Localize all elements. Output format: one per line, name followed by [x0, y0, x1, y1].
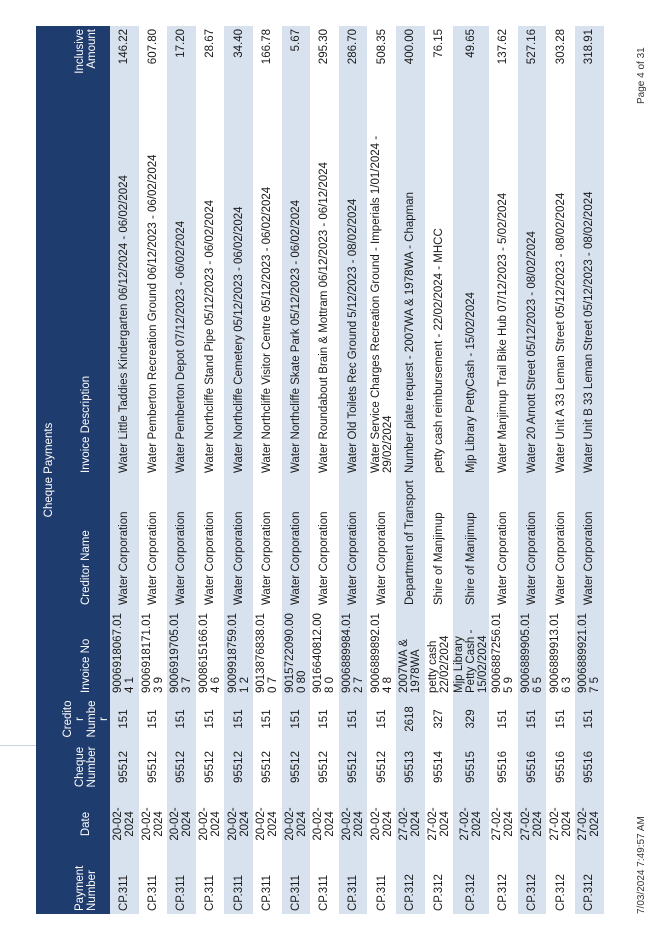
- invoice-description-cell: Water Old Toilets Rec Ground 5/12/2023 - 08/02/2024: [339, 84, 368, 476]
- inclusive-amount-cell: 318.91: [575, 26, 604, 84]
- date-cell: 20-02-2024: [253, 792, 282, 856]
- inclusive-amount-cell: 303.28: [546, 26, 575, 84]
- creditor-number-cell: 327: [425, 696, 454, 742]
- invoice-no-cell: 9006919705.013 7: [167, 608, 196, 696]
- table-row: [489, 26, 518, 914]
- cheque-number-cell: 95516: [546, 742, 575, 792]
- payment-number-cell: CP.311: [367, 856, 396, 914]
- creditor-name-cell: Water Corporation: [489, 476, 518, 608]
- table-row: [546, 26, 575, 914]
- creditor-name-cell: Water Corporation: [339, 476, 368, 608]
- date-cell: 27-02-2024: [396, 792, 425, 856]
- table-row: [575, 26, 604, 914]
- invoice-no-cell: 9006918067.014 1: [110, 608, 139, 696]
- creditor-number-cell: 151: [253, 696, 282, 742]
- column-headers: [62, 26, 110, 914]
- cheque-number-cell: 95512: [253, 742, 282, 792]
- col-invoice-no: Invoice No: [62, 608, 110, 696]
- page-number: Page 4 of 31: [636, 47, 647, 104]
- invoice-no-cell: 9006918171.013 9: [139, 608, 168, 696]
- invoice-no-cell: 9006889892.014 8: [367, 608, 396, 696]
- date-cell: 20-02-2024: [310, 792, 339, 856]
- creditor-name-cell: Water Corporation: [310, 476, 339, 608]
- payment-number-cell: CP.312: [546, 856, 575, 914]
- payment-number-cell: CP.311: [253, 856, 282, 914]
- inclusive-amount-cell: 295.30: [310, 26, 339, 84]
- table-row: [339, 26, 368, 914]
- scan-divider: [0, 745, 36, 746]
- table-row: [396, 26, 425, 914]
- cheque-number-cell: 95516: [575, 742, 604, 792]
- creditor-number-cell: 2618: [396, 696, 425, 742]
- creditor-number-cell: 151: [110, 696, 139, 742]
- creditor-name-cell: Water Corporation: [253, 476, 282, 608]
- cheque-number-cell: 95516: [489, 742, 518, 792]
- invoice-no-cell: 9006889913.016 3: [546, 608, 575, 696]
- invoice-no-cell: 9006889984.012 7: [339, 608, 368, 696]
- invoice-description-cell: Water Manjimup Trail Bike Hub 07/12/2023 - 5/02/2024: [489, 84, 518, 476]
- creditor-name-cell: Water Corporation: [139, 476, 168, 608]
- report-title: Cheque Payments: [36, 26, 62, 914]
- col-payment-number: Payment Number: [62, 856, 110, 914]
- table-row: [282, 26, 311, 914]
- creditor-name-cell: Water Corporation: [367, 476, 396, 608]
- date-cell: 20-02-2024: [282, 792, 311, 856]
- date-cell: 27-02-2024: [425, 792, 454, 856]
- inclusive-amount-cell: 166.78: [253, 26, 282, 84]
- inclusive-amount-cell: 400.00: [396, 26, 425, 84]
- invoice-description-cell: Water Service Charges Recreation Ground - Imperials 1/01/2024 - 29/02/2024: [367, 84, 396, 476]
- creditor-name-cell: Shire of Manjimup: [425, 476, 454, 608]
- payment-number-cell: CP.312: [425, 856, 454, 914]
- printed-timestamp: 7/03/2024 7:49:57 AM: [636, 816, 647, 914]
- invoice-description-cell: Water 20 Arnott Street 05/12/2023 - 08/02/2024: [518, 84, 547, 476]
- invoice-no-cell: 9008615166.014 6: [196, 608, 225, 696]
- invoice-no-cell: 2007WA & 1978WA: [396, 608, 425, 696]
- table-row: [518, 26, 547, 914]
- inclusive-amount-cell: 527.16: [518, 26, 547, 84]
- date-cell: 27-02-2024: [489, 792, 518, 856]
- inclusive-amount-cell: 508.35: [367, 26, 396, 84]
- cheque-number-cell: 95516: [518, 742, 547, 792]
- cheque-number-cell: 95512: [367, 742, 396, 792]
- col-invoice-description: Invoice Description: [62, 84, 110, 476]
- payment-number-cell: CP.311: [110, 856, 139, 914]
- table-row: [139, 26, 168, 914]
- invoice-description-cell: Water Little Taddies Kindergarten 06/12/2024 - 06/02/2024: [110, 84, 139, 476]
- table-row: [110, 26, 139, 914]
- cheque-number-cell: 95512: [110, 742, 139, 792]
- payment-number-cell: CP.311: [339, 856, 368, 914]
- payment-number-cell: CP.311: [139, 856, 168, 914]
- creditor-number-cell: 151: [489, 696, 518, 742]
- invoice-description-cell: Water Pemberton Depot 07/12/2023 - 06/02/2024: [167, 84, 196, 476]
- cheque-number-cell: 95512: [167, 742, 196, 792]
- creditor-number-cell: 151: [196, 696, 225, 742]
- invoice-no-cell: 9015722090.000 80: [282, 608, 311, 696]
- payment-number-cell: CP.312: [489, 856, 518, 914]
- creditor-number-cell: 151: [367, 696, 396, 742]
- col-inclusive-amount: Inclusive Amount: [62, 26, 110, 84]
- invoice-description-cell: Water Northcliffe Visitor Centre 05/12/2023 - 06/02/2024: [253, 84, 282, 476]
- date-cell: 20-02-2024: [196, 792, 225, 856]
- col-date: Date: [62, 792, 110, 856]
- cheque-number-cell: 95515: [453, 742, 489, 792]
- invoice-description-cell: Water Northcliffe Stand Pipe 05/12/2023 - 06/02/2024: [196, 84, 225, 476]
- payment-number-cell: CP.312: [453, 856, 489, 914]
- creditor-number-cell: 151: [546, 696, 575, 742]
- inclusive-amount-cell: 76.15: [425, 26, 454, 84]
- inclusive-amount-cell: 28.67: [196, 26, 225, 84]
- table-row: [310, 26, 339, 914]
- col-cheque-number: Cheque Number: [62, 742, 110, 792]
- payment-number-cell: CP.311: [310, 856, 339, 914]
- invoice-description-cell: Water Unit B 33 Leman Street 05/12/2023 - 08/02/2024: [575, 84, 604, 476]
- creditor-number-cell: 151: [282, 696, 311, 742]
- table-row: [367, 26, 396, 914]
- payment-number-cell: CP.312: [396, 856, 425, 914]
- invoice-description-cell: Water Northcliffe Cemetery 05/12/2023 - 06/02/2024: [224, 84, 253, 476]
- cheque-number-cell: 95512: [139, 742, 168, 792]
- inclusive-amount-cell: 286.70: [339, 26, 368, 84]
- cheque-number-cell: 95512: [310, 742, 339, 792]
- invoice-no-cell: 9009918759.011 2: [224, 608, 253, 696]
- creditor-number-cell: 151: [575, 696, 604, 742]
- inclusive-amount-cell: 137.62: [489, 26, 518, 84]
- date-cell: 20-02-2024: [110, 792, 139, 856]
- invoice-no-cell: petty cash 22/02/2024: [425, 608, 454, 696]
- inclusive-amount-cell: 17.20: [167, 26, 196, 84]
- cheque-payments-table: [36, 26, 604, 914]
- creditor-number-cell: 151: [224, 696, 253, 742]
- invoice-description-cell: petty cash reimbursement - 22/02/2024 - MHCC: [425, 84, 454, 476]
- cheque-number-cell: 95512: [282, 742, 311, 792]
- invoice-description-cell: Mjp Library PettyCash - 15/02/2024: [453, 84, 489, 476]
- inclusive-amount-cell: 146.22: [110, 26, 139, 84]
- invoice-description-cell: Water Pemberton Recreation Ground 06/12/2023 - 06/02/2024: [139, 84, 168, 476]
- payment-number-cell: CP.311: [224, 856, 253, 914]
- inclusive-amount-cell: 5.67: [282, 26, 311, 84]
- invoice-description-cell: Water Roundabout Brain & Mottram 06/12/2023 - 06/12/2024: [310, 84, 339, 476]
- date-cell: 27-02-2024: [453, 792, 489, 856]
- table-row: [253, 26, 282, 914]
- cheque-number-cell: 95512: [196, 742, 225, 792]
- invoice-description-cell: Number plate request - 2007WA & 1978WA - Chapman: [396, 84, 425, 476]
- creditor-number-cell: 329: [453, 696, 489, 742]
- cheque-number-cell: 95514: [425, 742, 454, 792]
- creditor-name-cell: Water Corporation: [167, 476, 196, 608]
- cheque-number-cell: 95513: [396, 742, 425, 792]
- inclusive-amount-cell: 34.40: [224, 26, 253, 84]
- table-row: [196, 26, 225, 914]
- col-creditor-number: Creditor Number: [62, 696, 110, 742]
- inclusive-amount-cell: 607.80: [139, 26, 168, 84]
- inclusive-amount-cell: 49.65: [453, 26, 489, 84]
- date-cell: 20-02-2024: [367, 792, 396, 856]
- invoice-description-cell: Water Northcliffe Skate Park 05/12/2023 - 06/02/2024: [282, 84, 311, 476]
- invoice-no-cell: 9013876838.010 7: [253, 608, 282, 696]
- date-cell: 27-02-2024: [575, 792, 604, 856]
- table-row: [453, 26, 489, 914]
- table-body: [110, 26, 604, 914]
- invoice-no-cell: 9006889905.016 5: [518, 608, 547, 696]
- creditor-name-cell: Water Corporation: [196, 476, 225, 608]
- col-creditor-name: Creditor Name: [62, 476, 110, 608]
- payment-number-cell: CP.312: [575, 856, 604, 914]
- creditor-name-cell: Water Corporation: [575, 476, 604, 608]
- creditor-number-cell: 151: [310, 696, 339, 742]
- creditor-name-cell: Water Corporation: [110, 476, 139, 608]
- date-cell: 27-02-2024: [518, 792, 547, 856]
- creditor-number-cell: 151: [518, 696, 547, 742]
- creditor-number-cell: 151: [139, 696, 168, 742]
- table-row: [167, 26, 196, 914]
- date-cell: 20-02-2024: [139, 792, 168, 856]
- invoice-description-cell: Water Unit A 33 Leman Street 05/12/2023 - 08/02/2024: [546, 84, 575, 476]
- creditor-name-cell: Water Corporation: [224, 476, 253, 608]
- date-cell: 20-02-2024: [224, 792, 253, 856]
- creditor-name-cell: Water Corporation: [546, 476, 575, 608]
- date-cell: 20-02-2024: [167, 792, 196, 856]
- invoice-no-cell: Mjp Library Petty Cash - 15/02/2024: [453, 608, 489, 696]
- date-cell: 27-02-2024: [546, 792, 575, 856]
- creditor-number-cell: 151: [167, 696, 196, 742]
- payment-number-cell: CP.311: [196, 856, 225, 914]
- payment-number-cell: CP.312: [518, 856, 547, 914]
- table-row: [224, 26, 253, 914]
- invoice-no-cell: 9006887256.015 9: [489, 608, 518, 696]
- payment-number-cell: CP.311: [282, 856, 311, 914]
- date-cell: 20-02-2024: [339, 792, 368, 856]
- creditor-name-cell: Water Corporation: [282, 476, 311, 608]
- creditor-number-cell: 151: [339, 696, 368, 742]
- cheque-number-cell: 95512: [339, 742, 368, 792]
- creditor-name-cell: Water Corporation: [518, 476, 547, 608]
- invoice-no-cell: 9016640812.008 0: [310, 608, 339, 696]
- creditor-name-cell: Department of Transport: [396, 476, 425, 608]
- payment-number-cell: CP.311: [167, 856, 196, 914]
- table-row: [425, 26, 454, 914]
- creditor-name-cell: Shire of Manjimup: [453, 476, 489, 608]
- invoice-no-cell: 9006889921.017 5: [575, 608, 604, 696]
- cheque-number-cell: 95512: [224, 742, 253, 792]
